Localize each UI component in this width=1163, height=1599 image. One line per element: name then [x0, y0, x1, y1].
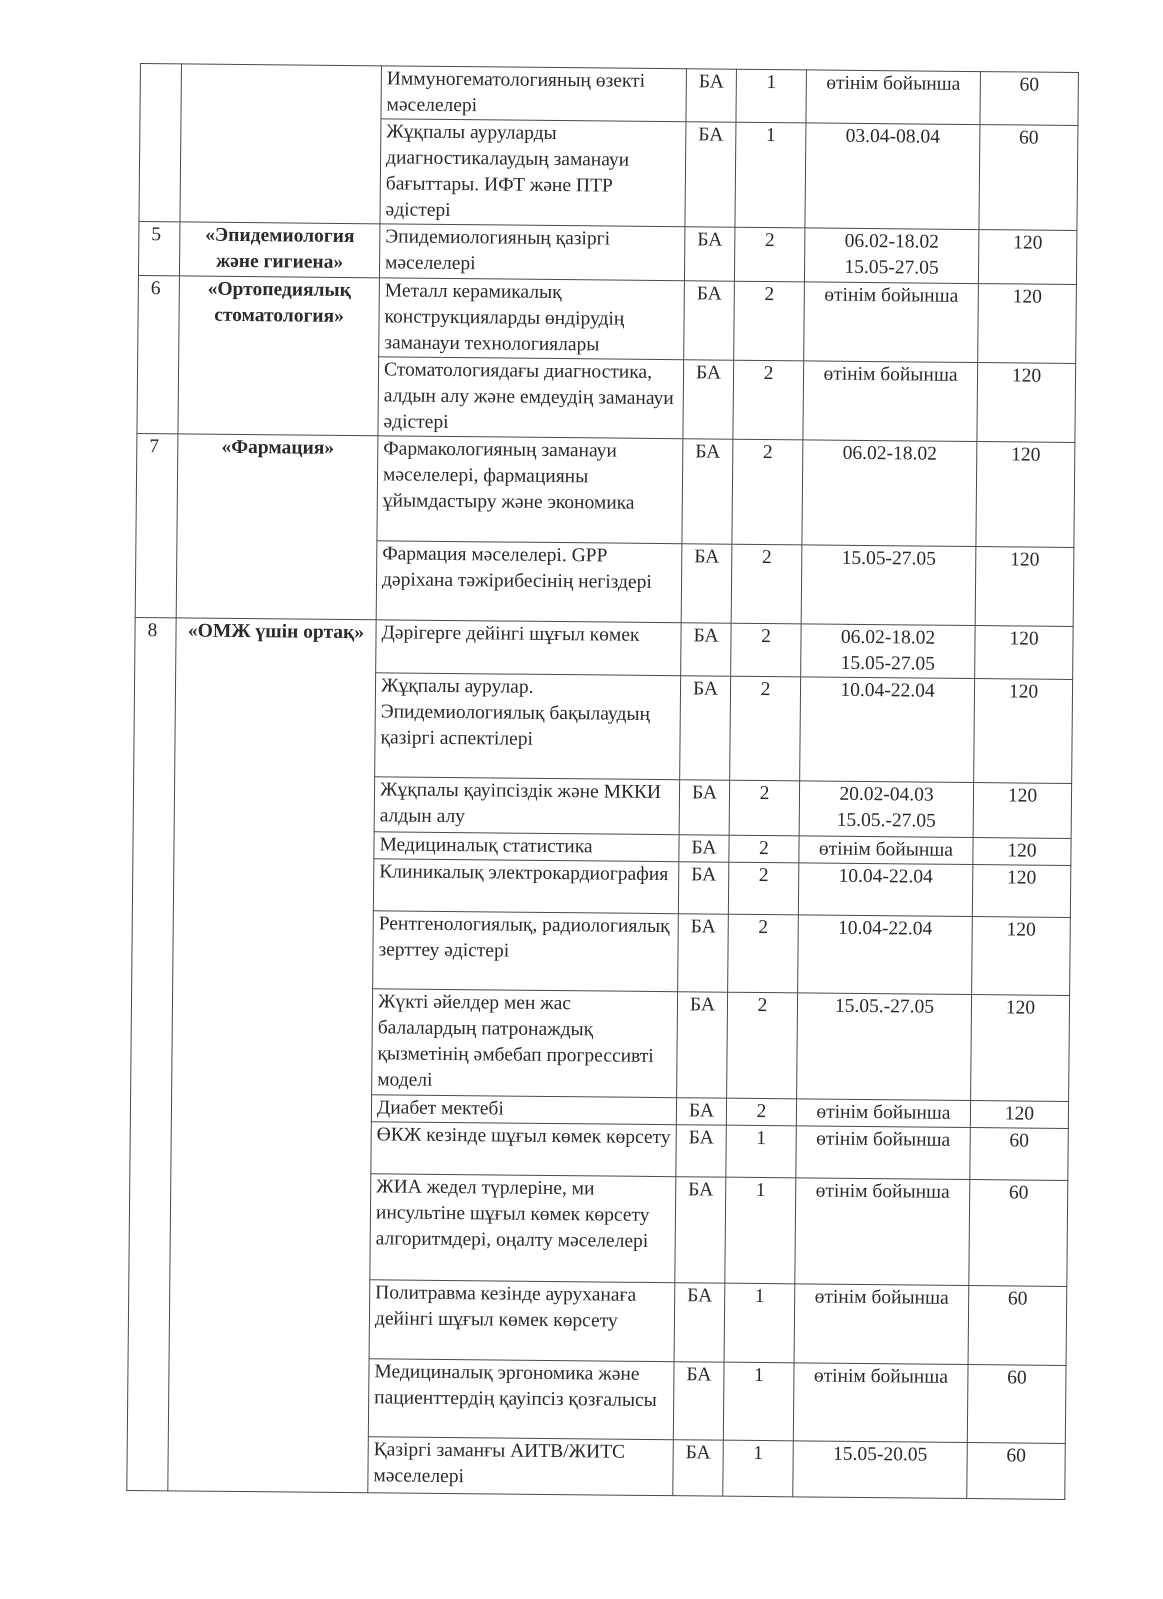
department-name: «Ортопедиялық стоматология» — [178, 276, 380, 436]
course-hours: 120 — [978, 284, 1077, 364]
group-number: 7 — [135, 433, 178, 617]
course-topic: Иммуногематологияның өзекті мәселелері — [381, 66, 686, 122]
date-range: өтінім бойынша — [816, 1128, 951, 1151]
course-type: БА — [678, 862, 728, 914]
course-credits: 1 — [723, 1362, 794, 1441]
course-type: БА — [676, 1098, 726, 1125]
course-hours: 60 — [970, 1128, 1068, 1181]
course-credits: 2 — [732, 439, 803, 545]
course-topic: Фармакологияның заманауи мәселелері, фармацияны ұйымдастыру және экономика — [377, 436, 683, 544]
course-hours: 120 — [972, 917, 1071, 996]
date-range: 10.04-22.04 — [838, 865, 933, 888]
course-dates — [806, 70, 981, 125]
course-dates — [802, 440, 977, 547]
course-topic: Медициналық статистика — [374, 832, 679, 862]
course-credits: 2 — [726, 1098, 796, 1126]
date-range: өтінім бойынша — [813, 1365, 949, 1388]
course-hours: 120 — [973, 838, 1071, 866]
course-type: БА — [677, 992, 728, 1098]
date-range: 15.05-27.05 — [840, 652, 935, 675]
course-hours: 120 — [970, 1101, 1068, 1129]
course-topic: Жұқпалы аурулар. Эпидемиологиялық бақылаудың қазіргі аспектілері — [375, 673, 681, 780]
date-range: 20.02-04.03 — [839, 783, 934, 806]
course-dates — [796, 1126, 970, 1180]
course-dates — [793, 1441, 968, 1499]
group-number — [139, 64, 182, 222]
course-dates — [800, 677, 975, 783]
date-range: өтінім бойынша — [815, 1180, 950, 1203]
course-hours: 60 — [967, 1365, 1066, 1444]
course-dates — [803, 361, 978, 442]
department-name: «ОМЖ үшін ортақ» — [168, 618, 376, 1493]
course-type: БА — [681, 623, 732, 676]
course-hours: 60 — [968, 1286, 1067, 1366]
course-hours: 120 — [973, 783, 1072, 839]
document-page — [126, 63, 1078, 1500]
department-name: «Эпидемиология және гигиена» — [179, 222, 380, 278]
course-credits: 2 — [729, 780, 800, 836]
course-hours: 120 — [978, 230, 1077, 285]
course-type: БА — [686, 69, 737, 122]
date-range: өтінім бойынша — [826, 72, 961, 95]
date-range: 06.02-18.02 — [840, 626, 936, 649]
course-type: БА — [676, 1125, 726, 1177]
date-range: өтінім бойынша — [816, 1101, 951, 1124]
date-range: 06.02-18.02 — [844, 230, 940, 253]
course-topic: Жұқпалы ауруларды диагностикалаудың заманауи бағыттары. ИФТ және ПТР әдістері — [380, 119, 686, 227]
course-type: БА — [682, 439, 733, 544]
course-dates — [804, 228, 979, 284]
course-topic: Жүкті әйелдер мен жас балалардың патронаждық қызметінің әмбебап прогрессивті моделі — [372, 989, 678, 1098]
course-credits: 2 — [729, 835, 799, 863]
date-range: 15.05.-27.05 — [836, 809, 936, 832]
course-dates — [796, 1099, 970, 1128]
date-range: өтінім бойынша — [824, 284, 959, 307]
course-type: БА — [678, 914, 729, 992]
course-type: БА — [684, 281, 735, 360]
date-range: 15.05.-27.05 — [834, 995, 935, 1018]
course-type: БА — [679, 835, 729, 862]
course-topic: Политравма кезінде ауруханаға дейінгі шұғыл көмек көрсету — [369, 1280, 675, 1362]
courses-table — [126, 63, 1079, 1500]
course-topic: Дәрігерге дейінгі шұғыл көмек — [376, 620, 681, 676]
date-range: өтінім бойынша — [814, 1286, 949, 1309]
course-type: БА — [673, 1362, 724, 1440]
course-topic: Клиникалық электрокардиография — [373, 859, 678, 914]
course-type: БА — [685, 122, 736, 227]
course-dates — [801, 624, 976, 679]
course-dates — [798, 863, 972, 917]
course-type: БА — [684, 227, 735, 281]
table-row — [138, 221, 1076, 284]
course-topic: Эпидемиологияның қазіргі мәселелері — [379, 224, 685, 281]
course-hours: 120 — [976, 442, 1075, 548]
course-credits: 2 — [733, 360, 804, 440]
date-range: өтінім бойынша — [818, 838, 954, 861]
course-hours: 120 — [977, 363, 1076, 443]
course-dates — [795, 1178, 970, 1286]
course-dates — [797, 993, 972, 1101]
course-dates — [794, 1284, 969, 1365]
course-credits: 1 — [726, 1125, 796, 1178]
table-row — [136, 433, 1075, 547]
course-hours: 60 — [967, 1443, 1066, 1500]
course-topic: Рентгенологиялық, радиологиялық зерттеу әдістері — [373, 911, 679, 992]
course-credits: 2 — [731, 544, 802, 624]
course-topic: ЖИА жедел түрлеріне, ми инсультіне шұғыл көмек көрсету алгоритмдері, оңалту мәселелері — [370, 1174, 676, 1283]
course-credits: 2 — [728, 914, 799, 993]
course-type: БА — [681, 544, 732, 623]
course-topic: ӨКЖ кезінде шұғыл көмек көрсету — [371, 1122, 676, 1177]
date-range: 15.05-27.05 — [841, 547, 936, 570]
course-credits: 1 — [723, 1440, 794, 1497]
course-hours: 120 — [972, 865, 1070, 918]
group-number: 5 — [138, 221, 180, 275]
course-credits: 1 — [735, 122, 806, 228]
course-topic: Стоматологиядағы диагностика, алдын алу және емдеудің заманауи әдістері — [378, 357, 684, 439]
course-credits: 2 — [734, 227, 805, 282]
date-range: 15.05-27.05 — [844, 256, 939, 279]
date-range: 06.02-18.02 — [842, 442, 938, 465]
course-credits: 2 — [727, 992, 798, 1099]
course-hours: 60 — [980, 72, 1079, 126]
course-type: БА — [674, 1283, 725, 1362]
course-topic: Жұқпалы қауіпсіздік және МККИ алдын алу — [374, 777, 680, 835]
department-name — [180, 64, 382, 224]
course-credits: 2 — [730, 676, 801, 781]
table-row — [138, 275, 1077, 363]
course-type: БА — [675, 1177, 726, 1283]
course-type: БА — [673, 1440, 724, 1496]
course-dates — [799, 836, 973, 865]
course-hours: 120 — [975, 626, 1074, 680]
course-type: БА — [683, 360, 734, 439]
date-range: өтінім бойынша — [823, 363, 958, 386]
course-topic: Қазіргі заманғы АИТВ/ЖИТС мәселелері — [368, 1437, 674, 1496]
group-number: 6 — [137, 275, 180, 433]
course-dates — [801, 545, 976, 626]
course-credits: 1 — [736, 69, 807, 123]
course-topic: Фармация мәселелері. GPP дәріхана тәжірибесінің негіздері — [376, 541, 682, 623]
course-hours: 60 — [969, 1180, 1068, 1287]
course-hours: 120 — [971, 995, 1070, 1102]
date-range: 15.05-20.05 — [832, 1443, 928, 1466]
course-type: БА — [679, 780, 730, 835]
table-row — [135, 617, 1073, 679]
course-dates — [805, 123, 980, 230]
course-credits: 2 — [731, 623, 802, 677]
course-topic: Диабет мектебі — [371, 1095, 676, 1125]
course-credits: 2 — [734, 281, 805, 361]
department-name: «Фармация» — [176, 434, 378, 620]
course-hours: 60 — [979, 125, 1078, 231]
group-number: 8 — [127, 617, 176, 1490]
date-range: 10.04-22.04 — [838, 917, 933, 940]
course-type: БА — [680, 676, 731, 780]
course-dates — [793, 1363, 968, 1443]
course-credits: 1 — [725, 1177, 796, 1284]
date-range: 03.04-08.04 — [845, 125, 941, 148]
course-hours: 120 — [975, 547, 1074, 627]
course-topic: Медициналық эргономика және пациенттердің қауіпсіз қозғалысы — [368, 1359, 674, 1440]
date-range: 10.04-22.04 — [840, 679, 935, 702]
table-row — [140, 64, 1078, 126]
course-dates — [799, 781, 974, 838]
course-topic: Металл керамикалық конструкцияларды өндірудің заманауи технологиялары — [379, 278, 685, 360]
course-dates — [804, 282, 979, 363]
course-hours: 120 — [974, 679, 1073, 784]
course-credits: 1 — [724, 1283, 795, 1363]
course-credits: 2 — [728, 862, 798, 915]
course-dates — [798, 915, 973, 995]
